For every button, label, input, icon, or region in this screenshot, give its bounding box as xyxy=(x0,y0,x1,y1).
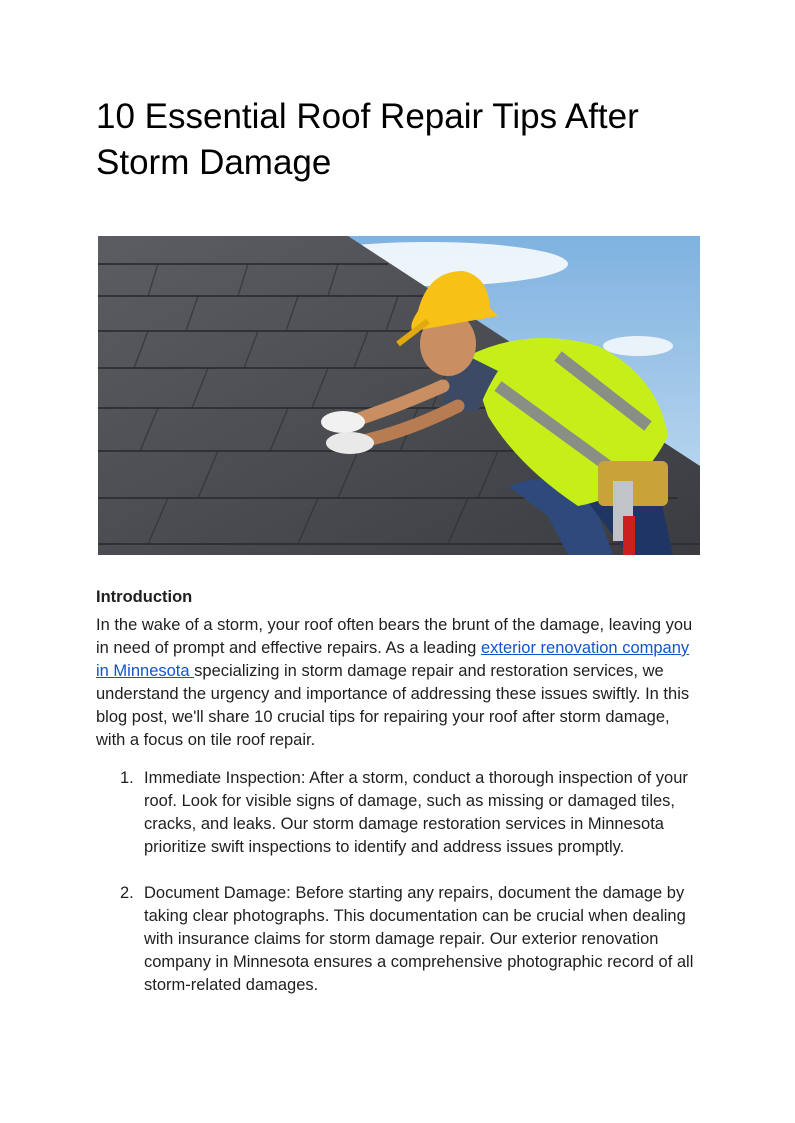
list-item-text: Immediate Inspection: After a storm, conduct a thorough inspection of your roof. Look for visible signs of damage, such as missing or damaged tiles, cracks, and leaks. Our storm damage restoration services in Minnesota prioritize swift inspections to identify and address issues promptly. xyxy=(144,769,688,856)
list-number: 2. xyxy=(120,884,134,902)
hero-image xyxy=(98,236,700,555)
article-title: 10 Essential Roof Repair Tips After Storm Damage xyxy=(96,97,639,182)
intro-paragraph xyxy=(96,614,701,752)
intro-text-before-link: In the wake of a storm, your roof often bears the brunt of the damage, leaving you in need of prompt and effective repairs. As a leading xyxy=(96,616,693,657)
list-item xyxy=(96,882,706,997)
intro-text-after-link: specializing in storm damage repair and restoration services, we understand the urgency and importance of addressing these issues swiftly. In this blog post, we'll share 10 crucial tips for repairing your roof after storm damage, with a focus on tile roof repair. xyxy=(96,662,690,749)
list-item xyxy=(96,767,706,859)
tips-list xyxy=(96,767,706,997)
list-number: 1. xyxy=(120,769,134,787)
exterior-renovation-link[interactable]: exterior renovation company in Minnesota xyxy=(96,639,690,680)
list-item-text: Document Damage: Before starting any repairs, document the damage by taking clear photographs. This documentation can be crucial when dealing with insurance claims for storm damage repair. Our exterior renovation company in Minnesota ensures a comprehensive photographic record of all storm-related damages. xyxy=(144,884,694,994)
roofer-photo-icon xyxy=(98,236,700,555)
intro-heading: Introduction xyxy=(96,588,193,606)
